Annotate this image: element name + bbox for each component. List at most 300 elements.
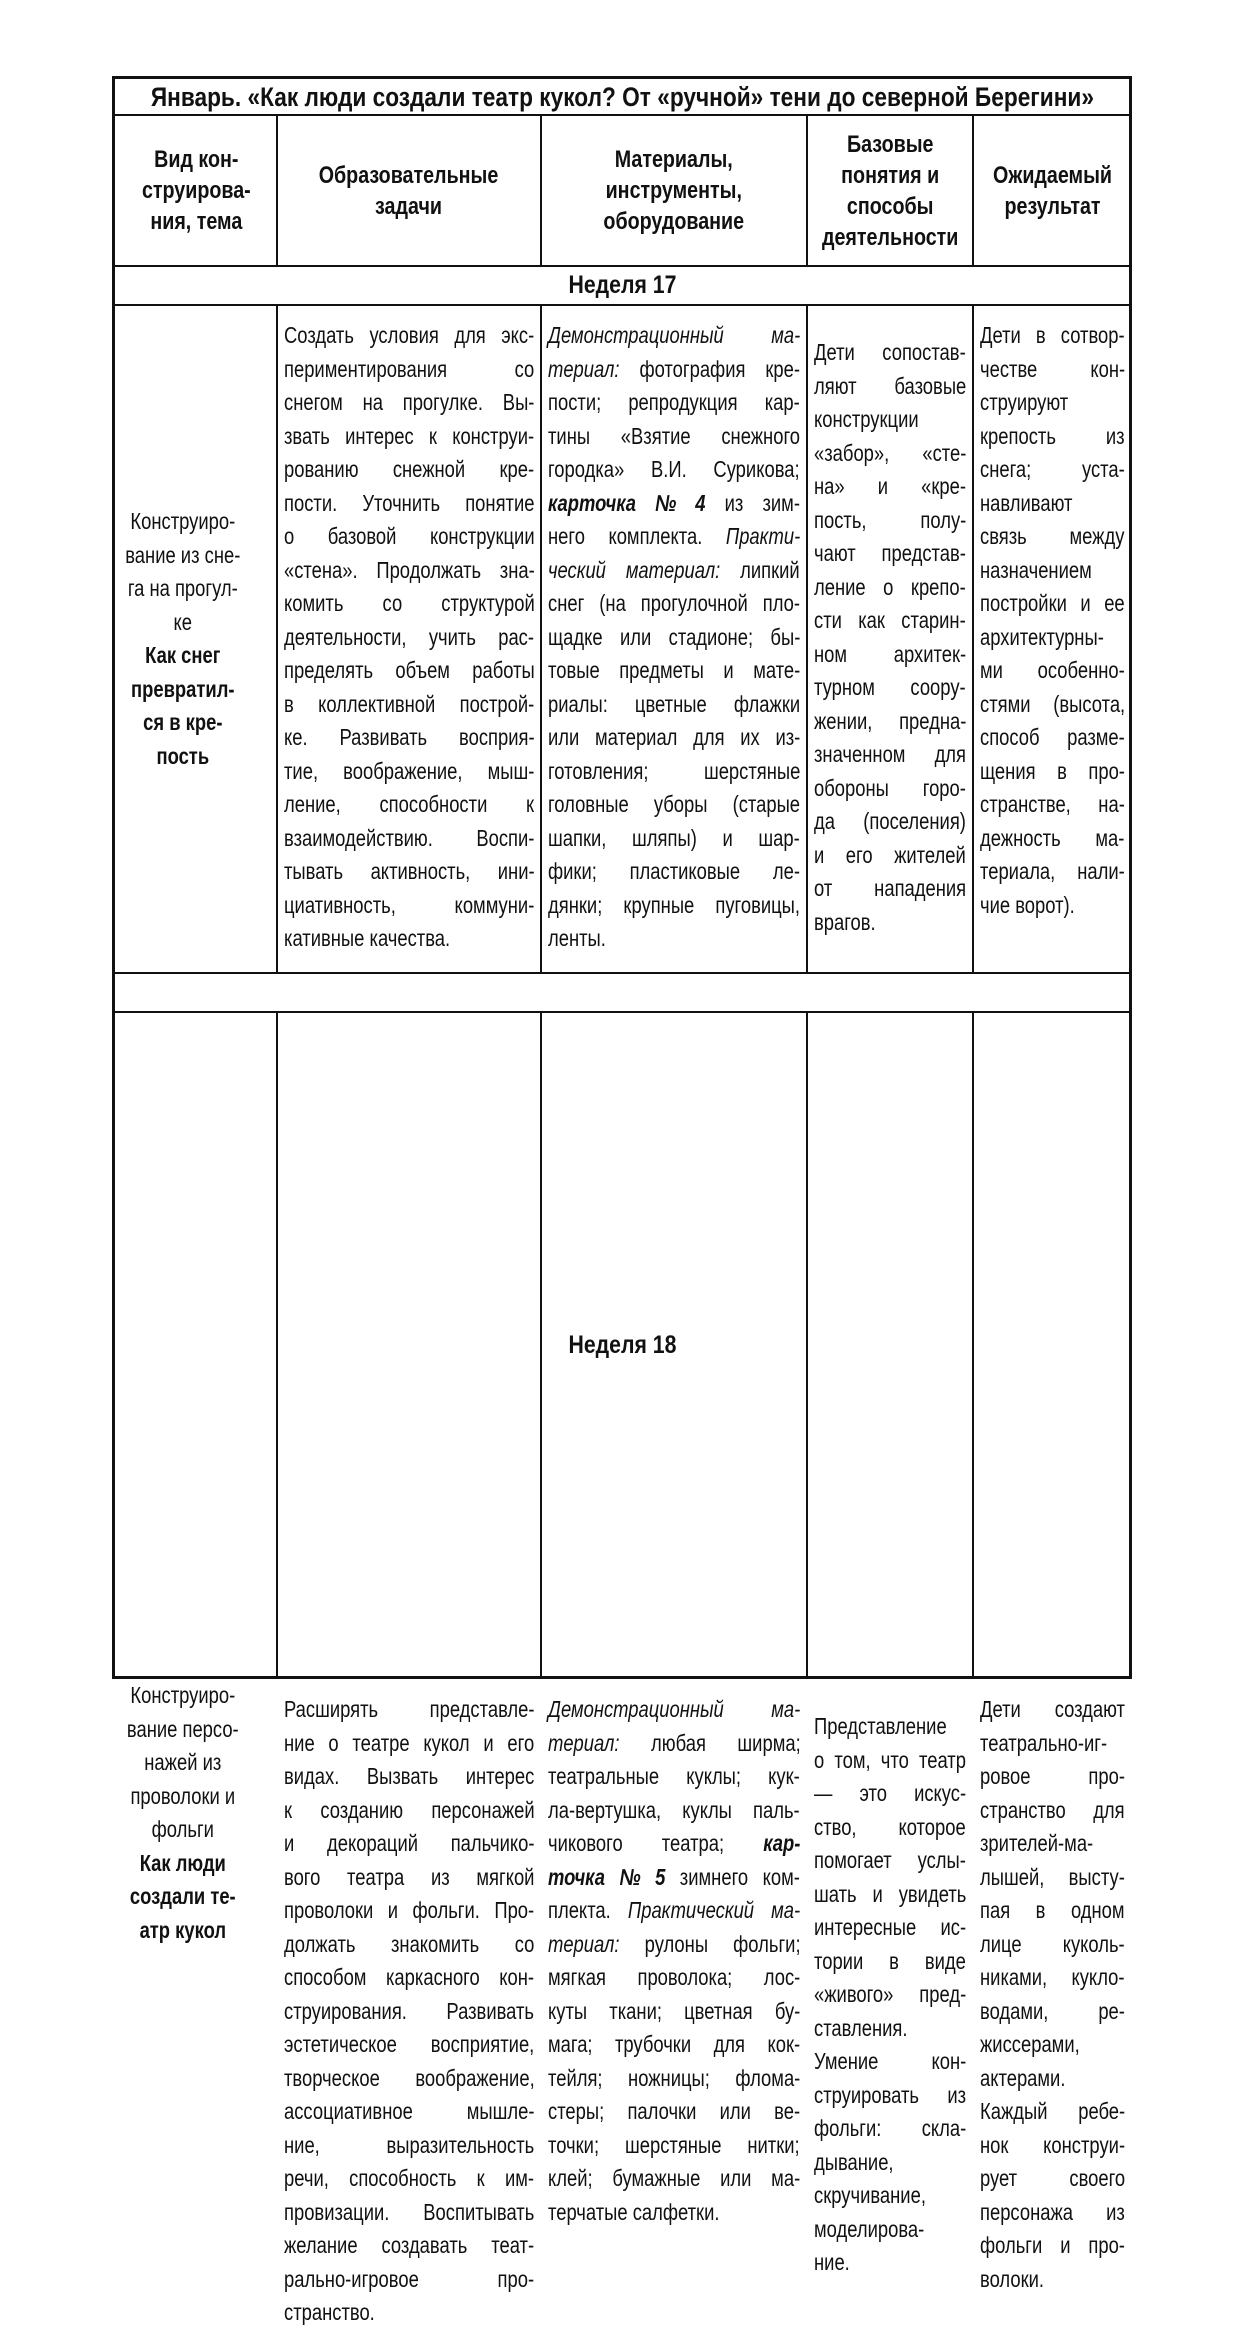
text-segment: взаимодействию. Воспи- [284,824,535,851]
text-segment: снег (на прогулочной пло- [548,590,800,616]
text-segment: снегом на прогулке. Вы- [284,389,535,415]
text-segment: странство. [284,2299,375,2325]
text-line [548,1827,800,1861]
text-line [980,889,1125,923]
text-line [548,353,800,387]
text-segment: творческое воображение, [284,2064,535,2091]
text-line [284,319,534,353]
text-line [980,319,1125,353]
text-segment: га на прогул- [127,575,238,601]
text-segment: ние о театре кукол и его [284,1729,535,1756]
text-line [980,621,1125,655]
text-line [284,1961,534,1995]
text-line [548,520,800,554]
text-segment: тории в виде [814,1947,966,1974]
text-line [980,1760,1125,1794]
text-line [814,571,966,605]
text-line [548,822,800,856]
text-segment: щения в про- [980,757,1125,784]
topic-cell [115,305,277,973]
text-segment: риалы: цветные флажки [548,690,801,717]
text-line [814,370,966,404]
header-line: задачи [375,192,443,220]
text-segment: шапки, шляпы) и шар- [548,824,800,851]
text-line [814,2246,966,2280]
text-segment: ние. [814,2249,850,2275]
text-line [980,1861,1125,1895]
text-segment: врагов. [814,908,876,935]
topic-title: Как люди [139,1849,226,1876]
text-line [814,705,966,739]
text-line [284,1928,534,1962]
text-segment: «забор», «сте- [814,439,967,466]
text-line [980,2162,1125,2196]
header-line: Вид кон- [153,146,239,173]
week-heading [115,266,1129,305]
text-segment: дывание, [814,2148,894,2175]
column-header [973,115,1132,266]
text-line [284,2296,534,2330]
text-line [118,606,248,640]
text-line [284,889,534,923]
text-line [548,2095,800,2129]
text-segment: тывать активность, ини- [284,858,535,884]
header-line: инструменты, [605,177,743,204]
text-segment: ленты. [548,925,606,951]
text-segment: фольги и про- [980,2232,1125,2258]
italic-label: Практический ма- [627,1897,801,1923]
text-segment: сти как старин- [814,607,966,633]
text-segment: струируют [980,389,1069,415]
text-segment: Конструиро- [130,1682,236,1708]
text-segment: навливают [980,489,1073,516]
text-line [284,1760,534,1794]
text-segment: пости; репродукция кар- [548,389,800,415]
text-line [814,906,966,940]
text-line [548,1727,800,1761]
text-segment: Представление [814,1713,947,1739]
concepts-cell [807,305,973,973]
text-line [284,2095,534,2129]
text-line [548,922,800,956]
text-segment: нажей из [144,1749,222,1775]
text-segment: связь между [980,523,1125,549]
topic-title: Как снег [145,642,221,668]
text-line [980,688,1125,722]
text-segment: к созданию персонажей [284,1796,535,1823]
text-segment: Дети создают [980,1696,1125,1722]
text-line [814,2179,966,2213]
text-segment: ми особенно- [980,657,1125,683]
text-line [980,1995,1125,2029]
text-segment: дянки; крупные пуговицы, [548,891,801,918]
text-line [548,855,800,889]
text-line [548,554,800,588]
text-segment: пределять объем работы [284,657,535,683]
text-segment: из зим- [705,489,800,516]
text-line [980,1794,1125,1828]
text-segment: способ разме- [980,724,1125,750]
text-line [118,1679,248,1713]
text-line [980,520,1125,554]
text-segment: зимнего ком- [665,1863,800,1890]
text-segment: честве кон- [980,355,1126,382]
text-line [284,453,534,487]
text-segment: видах. Вызвать интерес [284,1763,535,1789]
text-segment: волоки. [980,2265,1045,2292]
text-line [284,520,534,554]
cell-text [118,1679,248,1947]
text-line [118,1713,248,1747]
text-line [814,1744,966,1778]
text-segment: рулоны фольги; [619,1930,801,1957]
text-segment: Расширять представле- [284,1696,535,1722]
cell-text [548,1693,800,2229]
text-line [118,1746,248,1780]
text-line [980,2062,1125,2096]
text-line [814,2112,966,2146]
card-reference: точка № 5 [548,1863,666,1890]
week-label: Неделя 18 [568,1331,676,1359]
text-line [548,1861,800,1895]
text-segment: кативные качества. [284,925,451,951]
text-line [284,2263,534,2297]
text-line [118,706,248,740]
text-segment: деятельности, учить рас- [284,623,535,650]
text-segment: ровое про- [980,1763,1125,1789]
text-segment: провизации. Воспитывать [284,2198,535,2225]
text-line [284,2162,534,2196]
cell-text [548,319,800,956]
text-line [284,2196,534,2230]
text-line [284,1794,534,1828]
text-segment: в коллективной построй- [284,690,535,717]
text-segment: вание из сне- [125,541,241,568]
text-line [284,587,534,621]
text-segment: рованию снежной кре- [284,456,535,482]
text-line [548,688,800,722]
text-segment: никами, кукло- [980,1964,1125,1990]
text-line [814,1777,966,1811]
text-line [814,2045,966,2079]
topic-title: превратил- [131,675,235,702]
text-line [814,1844,966,1878]
card-reference: карточка № 4 [548,489,706,516]
text-line [118,673,248,707]
text-segment: жении, предна- [814,707,967,734]
text-line [548,2129,800,2163]
text-line [284,1827,534,1861]
text-line [548,755,800,789]
topic-title: атр кукол [139,1916,227,1943]
text-line [284,420,534,454]
header-line: Базовые [846,130,934,158]
text-segment: снега; уста- [980,456,1125,482]
text-line [548,319,800,353]
text-line [980,2129,1125,2163]
text-line [980,2229,1125,2263]
text-segment: Дети сопостав- [814,339,966,365]
text-segment: эстетическое восприятие, [284,2031,535,2057]
topic-cell [115,1679,277,1947]
text-line [284,2129,534,2163]
text-segment: струировать из [814,2081,967,2108]
text-segment: готовления; шерстяные [548,757,801,784]
text-line [814,1811,966,1845]
topic-title: ся в кре- [143,709,223,735]
text-line [980,721,1125,755]
text-segment: водами, ре- [980,1997,1125,2024]
text-line [548,1760,800,1794]
text-segment: на» и «кре- [814,473,967,499]
text-segment: о том, что театр [814,1746,966,1773]
text-line [814,504,966,538]
text-line [980,2095,1125,2129]
text-segment: шать и увидеть [814,1880,967,1907]
text-line [284,688,534,722]
text-segment: помогает услы- [814,1847,966,1873]
text-line [980,353,1125,387]
text-line [284,2229,534,2263]
text-line [548,621,800,655]
text-segment: ление о крепо- [814,573,966,600]
materials-cell [541,305,807,973]
text-line [118,1780,248,1814]
text-segment: жиссерами, [980,2031,1080,2057]
text-segment: чают представ- [814,540,966,566]
text-segment: городка» В.И. Сурикова; [548,456,800,482]
text-line [118,539,248,573]
text-line [548,721,800,755]
text-line [980,2196,1125,2230]
text-segment: товые предметы и мате- [548,657,801,683]
text-line [284,1894,534,1928]
text-line [284,788,534,822]
header-line: ния, тема [150,208,242,235]
text-line [814,738,966,772]
italic-label: териал: [548,1930,620,1957]
text-line [814,336,966,370]
text-segment: вого театра из мягкой [284,1863,535,1890]
text-segment: фики; пластиковые ле- [548,858,800,884]
text-segment: театральные куклы; кук- [548,1763,800,1789]
text-segment: мага; трубочки для кок- [548,2031,801,2057]
text-line [814,671,966,705]
column-header-text [142,144,251,237]
text-segment: должать знакомить со [284,1930,535,1957]
text-segment: пость, полу- [814,506,967,533]
text-segment: крепость из [980,422,1125,449]
topic-title: создали те- [129,1883,236,1909]
column-header [541,115,807,266]
text-segment: ство, которое [814,1813,966,1840]
text-line [980,1693,1125,1727]
text-segment: щадке или стадионе; бы- [548,623,801,650]
text-line [980,487,1125,521]
text-segment: да (поселения) [814,808,966,834]
cell-text [814,1710,966,2280]
text-segment: липкий [720,556,800,583]
text-line [980,2028,1125,2062]
text-line [284,386,534,420]
text-line [980,2263,1125,2297]
text-segment: ла-вертушка, куклы паль- [548,1796,800,1823]
cell-text [284,319,534,956]
text-line [814,537,966,571]
column-header-text [993,160,1112,222]
text-line [980,1894,1125,1928]
text-line [814,872,966,906]
text-segment: лышей, высту- [980,1863,1125,1890]
header-line: результат [1004,192,1101,220]
text-segment: желание создавать теат- [284,2232,535,2258]
text-line [980,788,1125,822]
result-cell [973,305,1132,973]
text-segment: архитектурны- [980,623,1104,650]
text-line [548,2062,800,2096]
text-segment: терчатые салфетки. [548,2198,720,2225]
text-segment: ном архитек- [814,640,967,667]
text-segment: ке [173,608,193,635]
text-segment: чикового театра; [548,1830,764,1856]
text-segment: дежность ма- [980,824,1125,851]
text-segment: актерами. [980,2064,1066,2091]
column-header-text [604,144,745,237]
text-segment: Умение кон- [814,2048,967,2074]
text-segment: стеры; палочки или ве- [548,2098,801,2124]
text-segment: циативность, коммуни- [284,891,535,918]
text-line [284,353,534,387]
text-segment: рует своего [980,2165,1126,2191]
text-line [548,453,800,487]
text-segment: нок конструи- [980,2131,1126,2158]
header-line: Образовательные [319,161,499,189]
text-line [980,855,1125,889]
header-line: струирова- [141,177,251,204]
text-segment: «живого» пред- [814,1981,967,2007]
text-line [548,2196,800,2230]
text-line [284,2028,534,2062]
cell-text [118,505,248,773]
card-reference: кар- [763,1830,801,1856]
text-line [548,1961,800,1995]
text-segment: лице куколь- [980,1930,1125,1957]
text-segment: тейля; ножницы; флома- [548,2064,801,2091]
text-segment: чие ворот). [980,891,1075,918]
text-segment: любая ширма; [619,1729,801,1756]
text-segment: «стена». Продолжать зна- [284,556,535,583]
text-line [284,2062,534,2096]
text-line [118,1813,248,1847]
text-segment: зрителей-ма- [980,1830,1094,1856]
text-line [980,1961,1125,1995]
text-line [980,453,1125,487]
header-line: оборудование [603,208,745,235]
text-segment: — это искус- [814,1780,967,1806]
text-line [814,1945,966,1979]
plan-table [112,76,1132,2325]
cell-text [980,1693,1125,2296]
text-line [548,1928,800,1962]
text-line [548,1894,800,1928]
text-line [980,420,1125,454]
text-line [814,2079,966,2113]
text-segment: обороны горо- [814,774,966,801]
text-line [814,805,966,839]
text-line [118,740,248,774]
text-line [548,2162,800,2196]
text-line [548,1995,800,2029]
text-line [284,487,534,521]
column-header [115,115,277,266]
text-line [980,554,1125,588]
text-segment: способом каркасного кон- [284,1964,535,1990]
text-line [980,1727,1125,1761]
text-segment: театрально-иг- [980,1729,1108,1756]
text-line [548,889,800,923]
text-segment: Создать условия для экс- [284,322,535,348]
text-segment: скручивание, [814,2182,926,2208]
text-line [814,2012,966,2046]
text-line [284,654,534,688]
text-segment: плекта. [548,1897,628,1923]
text-segment: ассоциативное мышле- [284,2098,535,2124]
text-line [548,2028,800,2062]
text-line [118,505,248,539]
text-segment: постройки и ее [980,590,1125,616]
italic-label: ческий материал: [548,556,721,583]
text-segment: Дети в сотвор- [980,322,1125,348]
text-segment: головные уборы (старые [548,791,801,817]
text-line [284,1693,534,1727]
text-segment: звать интерес к конструи- [284,422,535,449]
text-segment: о базовой конструкции [284,523,535,549]
title-text: Январь. «Как люди создали театр кукол? От «ручной» тени до северной Берегини» [150,81,1094,112]
text-segment: от нападения [814,875,967,901]
text-line [548,1794,800,1828]
text-segment: куты ткани; цветная бу- [548,1997,801,2024]
text-segment: странство для [980,1796,1125,1823]
text-line [548,654,800,688]
text-segment: ке. Развивать восприя- [284,724,535,750]
text-segment: интересные ис- [814,1914,967,1940]
text-line [284,922,534,956]
header-line: деятельности [821,223,959,251]
text-line [118,639,248,673]
text-line [814,2146,966,2180]
text-line [814,1710,966,1744]
text-line [814,604,966,638]
text-segment: пости. Уточнить понятие [284,489,535,516]
header-line: Ожидаемый [993,161,1112,189]
text-segment: Конструиро- [130,508,236,534]
text-segment: комить со структурой [284,590,535,616]
text-line [118,572,248,606]
text-segment: него комплекта. [548,523,726,549]
text-line [548,788,800,822]
text-segment: моделирова- [814,2215,925,2242]
text-segment: Каждый ребе- [980,2098,1126,2124]
text-segment: ляют базовые [814,372,967,399]
text-line [284,621,534,655]
text-segment: проволоки и фольги. Про- [284,1897,535,1923]
text-segment: и декораций пальчико- [284,1830,535,1856]
text-segment: странстве, на- [980,791,1125,817]
text-segment: периментирования со [284,355,535,382]
text-line [814,839,966,873]
cell-text [284,1693,534,2330]
text-line [814,1978,966,2012]
